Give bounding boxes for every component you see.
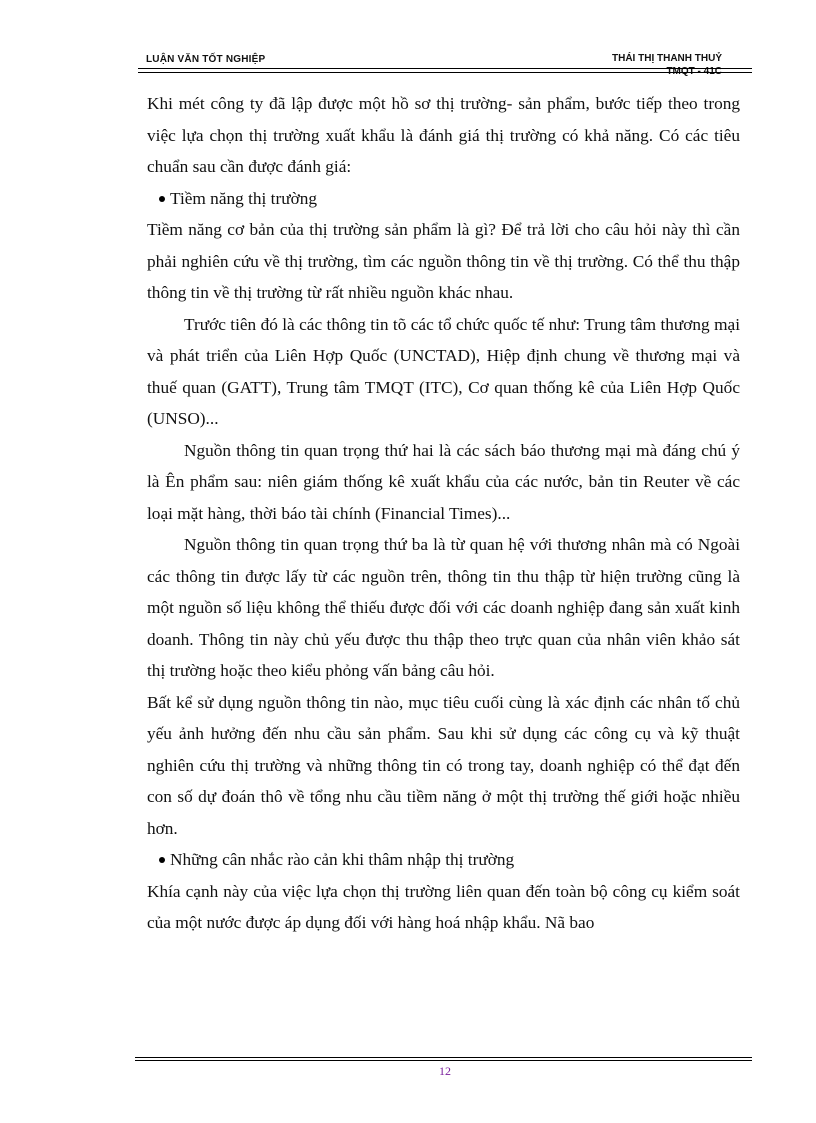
- paragraph: Bất kể sử dụng nguồn thông tin nào, mục tiêu cuối cùng là xác định các nhân tố chủ yếu ảnh hưởng đến nhu cầu sản phẩm. Sau khi sử dụng các công cụ và kỹ thuật nghiên cứu thị trường và những thông tin có trong tay, doanh nghiệp có thể đạt đến con số dự đoán thô về tổng nhu cầu tiềm năng ở một thị trường thế giới hoặc nhiều hơn.: [147, 692, 740, 838]
- paragraph: Nguồn thông tin quan trọng thứ ba là từ quan hệ với thương nhân mà có Ngoài các thông tin được lấy từ các nguồn trên, thông tin thu thập từ hiện trường cũng là một nguồn số liệu không thể thiếu được đối với các doanh nghiệp đang sản xuất kinh doanh. Thông tin này chủ yếu được thu thập theo trực quan của nhân viên khảo sát thị trường hoặc theo kiểu phỏng vấn bảng câu hỏi.: [147, 535, 740, 680]
- paragraph: Khía cạnh này của việc lựa chọn thị trường liên quan đến toàn bộ công cụ kiểm soát của một nước được áp dụng đối với hàng hoá nhập khẩu. Nã bao: [147, 881, 740, 932]
- page-header: [138, 52, 752, 78]
- bullet-text: Tiềm năng thị trường: [170, 188, 318, 208]
- footer-rule-thin: [135, 1057, 752, 1058]
- bullet-text: Những cân nhắc rào cản khi thâm nhập thị trường: [170, 850, 515, 869]
- bullet-heading: [147, 183, 740, 215]
- page-number: 12: [439, 1064, 451, 1078]
- header-rule-thin: [138, 72, 752, 73]
- bullet-icon: [159, 857, 165, 863]
- header-rule-thick: [138, 68, 752, 69]
- paragraph: Tiềm năng cơ bản của thị trường sản phẩm là gì? Để trả lời cho câu hỏi này thì cần phải nghiên cứu về thị trường, tìm các nguồn thông tin về thị trường. Có thể thu thập thông tin về thị trường từ rất nhiều nguồn khác nhau.: [147, 220, 740, 302]
- header-author: [582, 52, 722, 78]
- bullet-heading: [147, 844, 740, 876]
- paragraph: Nguồn thông tin quan trọng thứ hai là các sách báo thương mại mà đáng chú ý là Ên phẩm sau: niên giám thống kê xuất khẩu của các nước, bản tin Reuter về các loại mặt hàng, thời báo tài chính (Financial Times)...: [147, 440, 740, 523]
- header-thesis-title: LUẬN VĂN TỐT NGHIỆP: [146, 54, 266, 65]
- header-author-name: THÁI THỊ THANH THUỶ: [612, 53, 722, 64]
- footer-rule-thick: [135, 1060, 752, 1061]
- header-author-class: TMQT - 41C: [666, 66, 722, 77]
- paragraph: Khi mét công ty đã lập được một hồ sơ thị trường- sản phẩm, bước tiếp theo trong việc lựa chọn thị trường xuất khẩu là đánh giá thị trường có khả năng. Có các tiêu chuẩn sau cần được đánh giá:: [147, 94, 740, 176]
- paragraph: Trước tiên đó là các thông tin tõ các tổ chức quốc tế như: Trung tâm thương mại và phát triển của Liên Hợp Quốc (UNCTAD), Hiệp định chung về thương mại và thuế quan (GATT), Trung tâm TMQT (ITC), Cơ quan thống kê của Liên Hợp Quốc (UNSO)...: [147, 314, 740, 428]
- bullet-icon: [159, 196, 165, 202]
- page-body: [147, 88, 740, 939]
